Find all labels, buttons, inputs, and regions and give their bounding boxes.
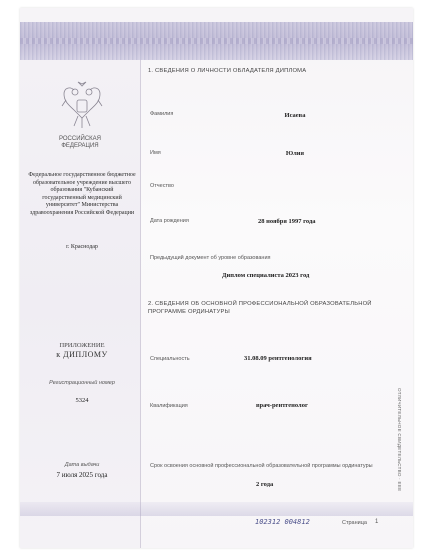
term-label: Срок освоения основной профессиональной образовательной программы ординатуры bbox=[150, 463, 373, 469]
prev-doc-label: Предыдущий документ об уровне образования bbox=[150, 255, 271, 261]
institution-name: Федеральное государственное бюджетное образовательное учреждение высшего образования "Кубанский государственный медицинский университет" Министерства здравоохранения Российской Федерации bbox=[28, 172, 136, 216]
emblem-caption: РОССИЙСКАЯ ФЕДЕРАЦИЯ bbox=[59, 136, 101, 149]
page-number: 1 bbox=[375, 519, 379, 525]
handwritten-number: 102312 004812 bbox=[255, 518, 310, 526]
vertical-side-text: ОТЛИЧИТЕЛЬНОЕ СВИДЕТЕЛЬСТВО · ЕЕЕ bbox=[397, 388, 402, 492]
decorative-top-band bbox=[20, 22, 413, 60]
surname-value: Исаева bbox=[284, 112, 306, 119]
appendix-title-line2: к ДИПЛОМУ bbox=[56, 350, 108, 359]
reg-number-label: Регистрационный номер bbox=[49, 380, 115, 386]
dob-value: 28 ноября 1997 года bbox=[258, 218, 316, 225]
specialty-label: Специальность bbox=[150, 356, 190, 362]
coat-of-arms-icon bbox=[60, 80, 104, 130]
appendix-title-line1: ПРИЛОЖЕНИЕ bbox=[59, 342, 105, 349]
section1-heading: 1. СВЕДЕНИЯ О ЛИЧНОСТИ ОБЛАДАТЕЛЯ ДИПЛОМА bbox=[148, 68, 307, 74]
qualification-label: Квалификация bbox=[150, 403, 188, 409]
prev-doc-value: Диплом специалиста 2023 год bbox=[222, 272, 310, 279]
term-value: 2 года bbox=[256, 481, 274, 488]
name-value: Юлия bbox=[285, 150, 305, 157]
reg-number: 5324 bbox=[75, 397, 89, 404]
page-label: Страница bbox=[342, 520, 367, 526]
name-label: Имя bbox=[150, 150, 161, 156]
patronymic-label: Отчество bbox=[150, 183, 174, 189]
decorative-bottom-band bbox=[20, 502, 413, 516]
issue-date: 7 июля 2025 года bbox=[56, 471, 108, 479]
specialty-value: 31.08.09 рентгенология bbox=[244, 355, 312, 362]
dob-label: Дата рождения bbox=[150, 218, 189, 224]
city: г. Краснодар bbox=[66, 244, 98, 250]
surname-label: Фамилия bbox=[150, 111, 174, 117]
qualification-value: врач-рентгенолог bbox=[256, 402, 308, 409]
issue-date-label: Дата выдачи bbox=[64, 462, 100, 468]
section2-heading: 2. СВЕДЕНИЯ ОБ ОСНОВНОЙ ПРОФЕССИОНАЛЬНОЙ ОБРАЗОВАТЕЛЬНОЙ ПРОГРАММЕ ОРДИНАТУРЫ bbox=[148, 301, 372, 315]
